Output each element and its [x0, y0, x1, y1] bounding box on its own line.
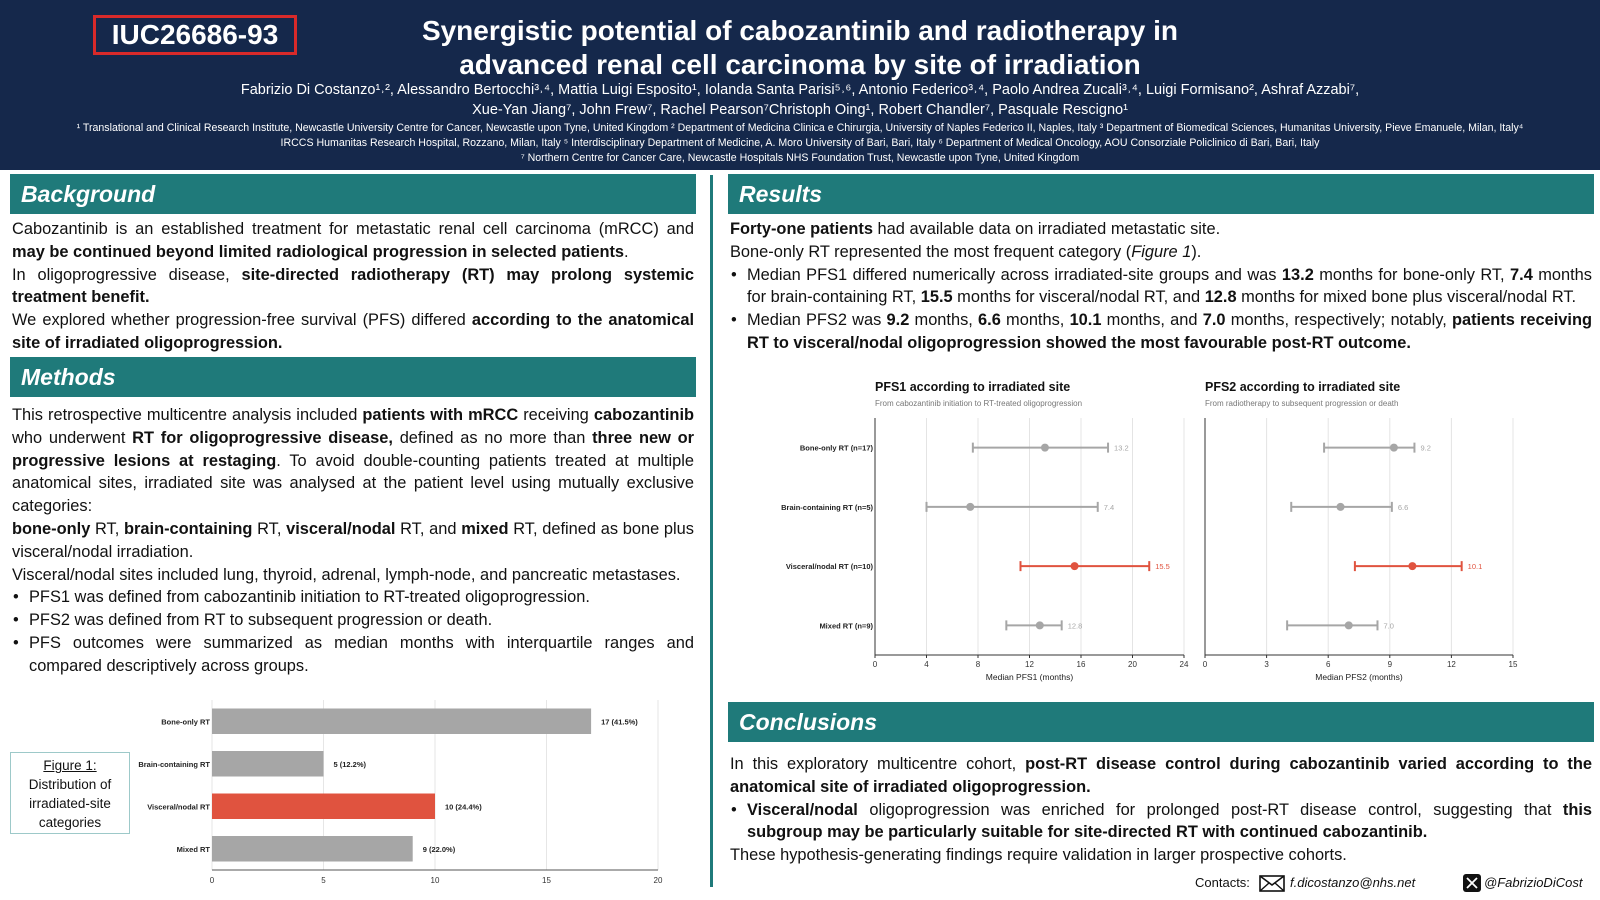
median-point [1036, 621, 1044, 629]
x-tick-label: 8 [975, 660, 981, 669]
x-tick-label: 12 [1446, 660, 1456, 669]
affiliations [6, 121, 1594, 166]
poster-title [360, 14, 1240, 82]
median-point [966, 503, 974, 511]
category-label: Mixed RT [176, 844, 210, 854]
median-value-label: 15.5 [1155, 562, 1170, 572]
results-paragraph-2 [730, 241, 1592, 264]
category-label: Brain-containing RT (n=5) [781, 502, 873, 512]
x-tick-label: 12 [1025, 660, 1034, 669]
contacts-label: Contacts: [1195, 875, 1250, 890]
x-tick-label: 6 [1325, 660, 1331, 669]
text-run-bold: three new or progressive lesions at restaging [12, 428, 694, 470]
text-run: . To avoid double-counting patients treated at multiple anatomical sites, irradiated site was analysed at the patient level using mutually exclusive categories: [12, 451, 694, 516]
text-run: who underwent [12, 428, 133, 447]
methods-bullet-2: • PFS2 was defined from RT to subsequent progression or death. [12, 609, 694, 632]
text-run: months for mixed bone plus visceral/nodal RT. [1236, 288, 1577, 307]
bar [212, 751, 324, 777]
results-heading: Results [728, 174, 1594, 214]
category-label: Brain-containing RT [138, 759, 210, 769]
median-value-label: 12.8 [1067, 621, 1083, 631]
x-tick-label: 5 [321, 876, 326, 885]
methods-bullet-list [12, 586, 694, 677]
category-label: Visceral/nodal RT (n=10) [785, 562, 873, 572]
text-run: Bone-only RT represented the most frequent category ( [730, 242, 1132, 261]
data-label: 5 (12.2%) [333, 759, 367, 769]
text-run: Cabozantinib is an established treatment for metastatic renal cell carcinoma (mRCC) and [12, 220, 694, 238]
text-run-bold: according to the anatomical site of irradiated oligoprogression. [12, 311, 694, 352]
bar [212, 794, 435, 820]
affiliation-line-2: IRCCS Humanitas Research Hospital, Rozzano, Milan, Italy ⁵ Interdisciplinary Department of Medicine, A. Moro University of Bari, Bari, Italy ⁶ Department of Medical Oncology, AOU Consorziale Policlinico di Bari, Bari, Italy [280, 137, 1320, 149]
mail-icon [1259, 875, 1285, 898]
methods-text [12, 404, 694, 678]
affiliation-line-3: ⁷ Northern Centre for Cancer Care, Newcastle Hospitals NHS Foundation Trust, Newcastle upon Tyne, United Kingdom [520, 152, 1080, 164]
text-run: ). [1191, 242, 1202, 261]
bar [212, 836, 413, 862]
median-value-label: 10.1 [1467, 562, 1483, 572]
median-value-label: 9.2 [1420, 443, 1431, 453]
text-run: oligoprogression was enriched for prolonged post-RT disease control, suggesting that [857, 800, 1563, 819]
background-paragraph-1 [12, 218, 694, 264]
contact-email-link[interactable]: f.dicostanzo@nhs.net [1290, 875, 1416, 890]
text-run: Median PFS2 was [747, 311, 887, 330]
x-logo-icon [1463, 874, 1481, 898]
text-run: had available data on irradiated metastatic site. [872, 220, 1221, 238]
text-run-bold: patients receiving RT to visceral/nodal oligoprogression showed the most favourable post-RT outcome. [747, 311, 1592, 352]
figure-1-caption [10, 752, 130, 834]
results-bullet-1 [730, 264, 1592, 310]
x-tick-label: 16 [1076, 660, 1086, 669]
methods-paragraph-2 [12, 518, 694, 564]
text-run-bold: 15.5 [920, 288, 953, 307]
text-run: In this exploratory multicentre cohort, [730, 755, 1026, 773]
methods-paragraph-1 [12, 404, 694, 518]
text-run: RT, defined as bone plus visceral/nodal irradiation. [12, 519, 694, 561]
pfs2-forest-plot [1195, 378, 1525, 698]
text-run: receiving [518, 406, 594, 424]
text-run: months, respectively; notably, [1225, 311, 1452, 330]
text-run: months for brain-containing RT, [747, 265, 1592, 307]
chart-title: PFS2 according to irradiated site [1205, 380, 1401, 394]
chart-subtitle: From cabozantinib initiation to RT-treated oligoprogression [875, 399, 1083, 408]
author-list [100, 80, 1500, 120]
text-run-bold: RT for oligoprogressive disease, [132, 428, 393, 447]
median-point [1041, 444, 1049, 452]
text-run-bold: visceral/nodal [286, 519, 396, 538]
text-run-bold: this subgroup may be particularly suitable for site-directed RT with continued cabozantinib. [747, 800, 1592, 842]
text-run-bold: site-directed radiotherapy (RT) may prolong systemic treatment benefit. [12, 265, 695, 307]
background-paragraph-3 [12, 309, 694, 355]
data-label: 10 (24.4%) [445, 802, 482, 812]
text-run: RT, [90, 519, 125, 538]
text-run-bold: 6.6 [978, 311, 1001, 330]
x-tick-label: 10 [430, 876, 440, 885]
text-run: defined as no more than [392, 428, 593, 447]
median-point [1337, 503, 1345, 511]
contact-social-handle[interactable]: @FabrizioDiCost [1484, 875, 1583, 890]
x-tick-label: 0 [209, 876, 215, 885]
text-run: months, [1000, 311, 1070, 330]
text-run: months for bone-only RT, [1313, 265, 1511, 284]
authors-line-2: Xue-Yan Jiang⁷, John Frew⁷, Rachel Pearson⁷Christoph Oing¹, Robert Chandler⁷, Pasquale Rescigno¹ [472, 102, 1128, 118]
figure-1-caption-title: Figure 1: [43, 758, 97, 773]
text-run-bold: mixed [461, 519, 509, 538]
text-run-bold: post-RT disease control during cabozantinib varied according to the anatomical site of irradiated oligoprogression. [730, 755, 1593, 796]
category-label: Bone-only RT [161, 717, 210, 727]
x-tick-label: 0 [1202, 660, 1208, 669]
text-run: months for visceral/nodal RT, and [952, 288, 1205, 307]
x-tick-label: 20 [1128, 660, 1137, 669]
text-run: We explored whether progression-free survival (PFS) differed [12, 311, 472, 330]
text-run-bold: bone-only [12, 519, 91, 538]
poster-header [0, 0, 1600, 170]
conclusions-heading: Conclusions [728, 702, 1594, 742]
text-run: months, and [1101, 311, 1203, 330]
x-tick-label: 9 [1387, 660, 1393, 669]
bar [212, 709, 591, 735]
conclusions-bullet-list [730, 799, 1592, 845]
methods-bullet-1: • PFS1 was defined from cabozantinib initiation to RT-treated oligoprogression. [12, 586, 694, 609]
median-point [1345, 621, 1353, 629]
chart-title: PFS1 according to irradiated site [875, 380, 1071, 394]
median-point [1071, 562, 1079, 570]
conclusions-paragraph-2: These hypothesis-generating findings require validation in larger prospective cohorts. [730, 846, 1347, 865]
median-value-label: 13.2 [1114, 443, 1129, 453]
chart-subtitle: From radiotherapy to subsequent progression or death [1205, 399, 1399, 408]
category-label: Bone-only RT (n=17) [799, 443, 873, 453]
text-run: RT, and [395, 519, 462, 538]
x-tick-label: 4 [924, 660, 929, 669]
text-run-bold: brain-containing [124, 519, 253, 538]
results-text [730, 218, 1592, 355]
category-label: Mixed RT (n=9) [819, 621, 873, 631]
background-paragraph-2 [12, 264, 694, 310]
x-axis-label: Median PFS2 (months) [1315, 672, 1403, 682]
median-value-label: 6.6 [1397, 502, 1409, 512]
column-divider [710, 175, 713, 887]
x-axis-label: Median PFS1 (months) [985, 672, 1074, 682]
conclusions-paragraph-1 [730, 753, 1592, 799]
x-tick-label: 20 [653, 876, 663, 885]
title-line-1: Synergistic potential of cabozantinib and radiotherapy in [421, 15, 1179, 46]
conclusions-text [730, 753, 1592, 867]
text-run-bold: Forty-one patients [730, 220, 873, 238]
methods-heading: Methods [10, 357, 696, 397]
figure-1-bar-chart [130, 700, 700, 896]
text-run-bold: 10.1 [1069, 311, 1102, 330]
median-value-label: 7.0 [1383, 621, 1394, 631]
text-run-bold: 13.2 [1281, 265, 1314, 284]
text-run-bold: cabozantinib [593, 406, 695, 424]
text-run-bold: Visceral/nodal [747, 800, 858, 819]
background-text [12, 218, 694, 355]
data-label: 17 (41.5%) [601, 717, 638, 727]
text-run: In oligoprogressive disease, [12, 265, 242, 284]
text-run-italic: Figure 1 [1131, 242, 1192, 261]
x-tick-label: 0 [872, 660, 878, 669]
text-run-bold: may be continued beyond limited radiological progression in selected patients [12, 242, 625, 261]
results-bullet-2 [730, 309, 1592, 355]
median-value-label: 7.4 [1103, 502, 1115, 512]
median-point [1408, 562, 1416, 570]
x-tick-label: 3 [1264, 660, 1269, 669]
affiliation-line-1: ¹ Translational and Clinical Research Institute, Newcastle University Centre for Cancer, Newcastle upon Tyne, United Kingdom ² Department of Medicina Clinica e Chirurgia, University of Naples Federico II, Naples, Italy ³ Department of Biomedical Sciences, Humanitas University, Pieve Emanuele, Milan, Italy⁴ [76, 122, 1524, 134]
x-tick-label: 15 [542, 876, 551, 885]
text-run-bold: 7.0 [1202, 311, 1226, 330]
data-label: 9 (22.0%) [422, 844, 456, 854]
median-point [1390, 444, 1398, 452]
text-run-bold: patients with mRCC [362, 406, 519, 424]
category-label: Visceral/nodal RT [147, 802, 210, 812]
text-run: months, [909, 311, 979, 330]
results-bullet-list [730, 264, 1592, 355]
figure-1-caption-body: Distribution of irradiated-site categories [28, 777, 112, 830]
pfs1-forest-plot [745, 378, 1195, 698]
text-run: This retrospective multicentre analysis included [12, 406, 363, 424]
text-run: . [624, 242, 629, 261]
methods-bullet-3: • PFS outcomes were summarized as median months with interquartile ranges and compared descriptively across groups. [12, 632, 694, 678]
text-run-bold: 12.8 [1204, 288, 1237, 307]
background-heading: Background [10, 174, 696, 214]
conclusions-bullet-1 [730, 799, 1592, 845]
methods-paragraph-3: Visceral/nodal sites included lung, thyroid, adrenal, lymph-node, and pancreatic metastases. [12, 565, 681, 584]
x-tick-label: 15 [1508, 660, 1518, 669]
authors-line-1: Fabrizio Di Costanzo¹˒², Alessandro Bertocchi³˒⁴, Mattia Luigi Esposito¹, Iolanda Santa Parisi⁵˒⁶, Antonio Federico³˒⁴, Paolo Andrea Zucali³˒⁴, Luigi Formisano², Ashraf Azzabi⁷, [240, 82, 1360, 98]
poster-id-badge: IUC26686-93 [93, 15, 297, 55]
text-run-bold: 7.4 [1510, 265, 1533, 284]
x-tick-label: 24 [1179, 660, 1189, 669]
title-line-2: advanced renal cell carcinoma by site of irradiation [459, 49, 1141, 80]
results-paragraph-1 [730, 218, 1592, 241]
text-run: Median PFS1 differed numerically across irradiated-site groups and was [747, 265, 1282, 284]
text-run-bold: 9.2 [886, 311, 910, 330]
contacts-bar [1195, 873, 1595, 893]
text-run: RT, [252, 519, 287, 538]
